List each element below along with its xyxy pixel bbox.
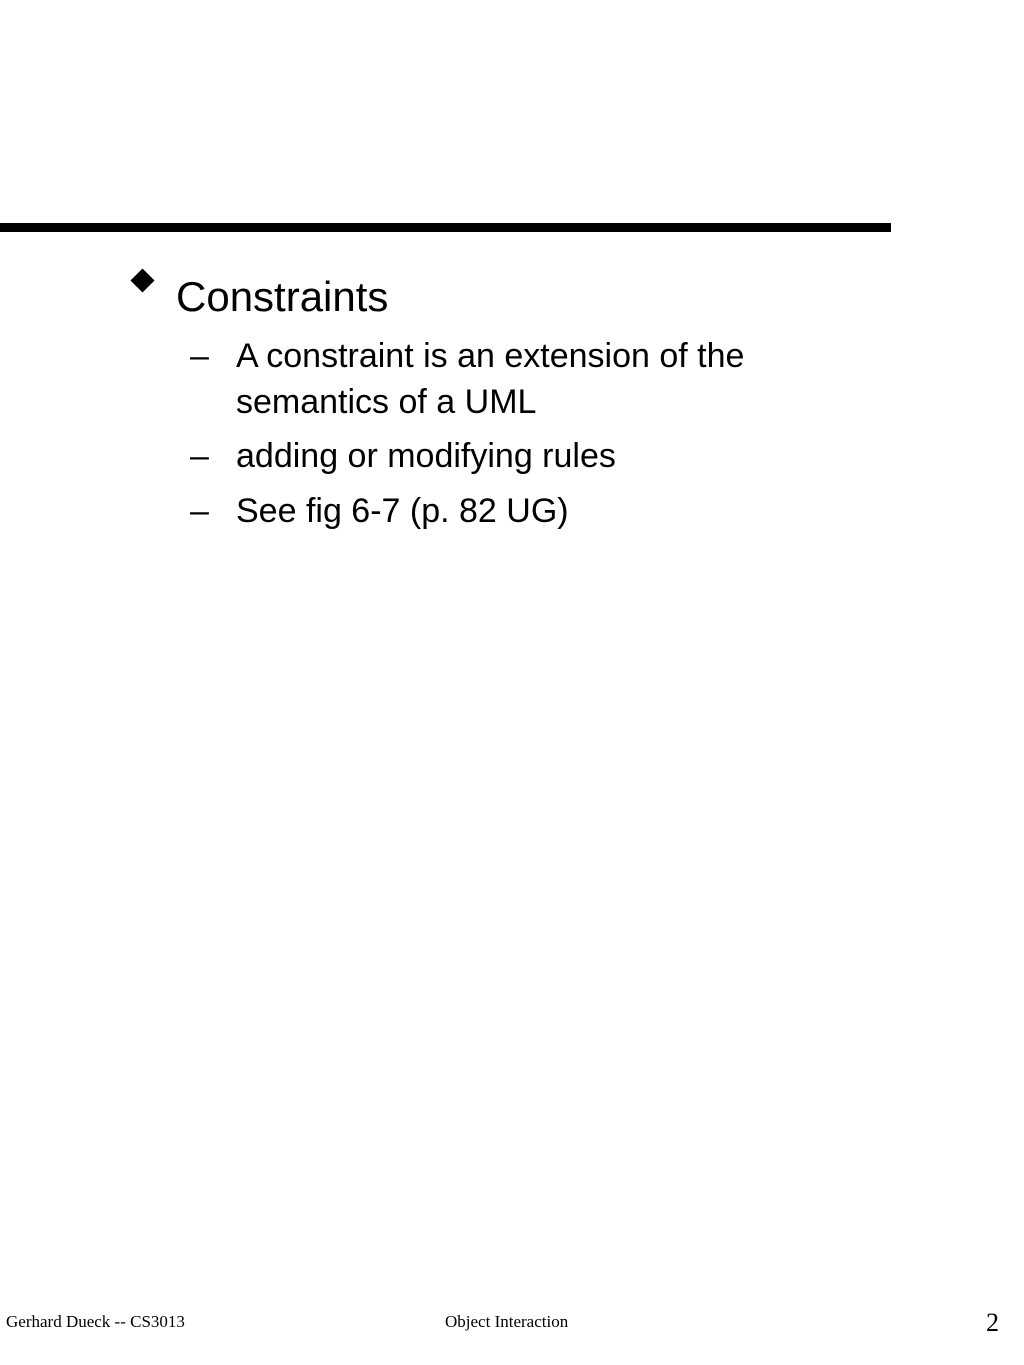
- footer-author: Gerhard Dueck -- CS3013: [6, 1312, 185, 1331]
- title-divider-line: [0, 223, 891, 232]
- sub-item-text: A constraint is an extension of the semantics of a UML: [236, 337, 745, 421]
- sub-item-text: See fig 6-7 (p. 82 UG): [236, 492, 569, 530]
- dash-marker: –: [190, 492, 209, 530]
- footer-title: Object Interaction: [445, 1312, 569, 1331]
- sub-item-text: adding or modifying rules: [236, 437, 616, 475]
- dash-marker: –: [190, 437, 209, 475]
- dash-marker: –: [190, 337, 209, 375]
- bullet-heading: Constraints: [176, 273, 389, 320]
- bullet-marker: [130, 268, 151, 289]
- diamond-bullet-icon: [130, 268, 154, 292]
- page-number: 2: [986, 1308, 999, 1337]
